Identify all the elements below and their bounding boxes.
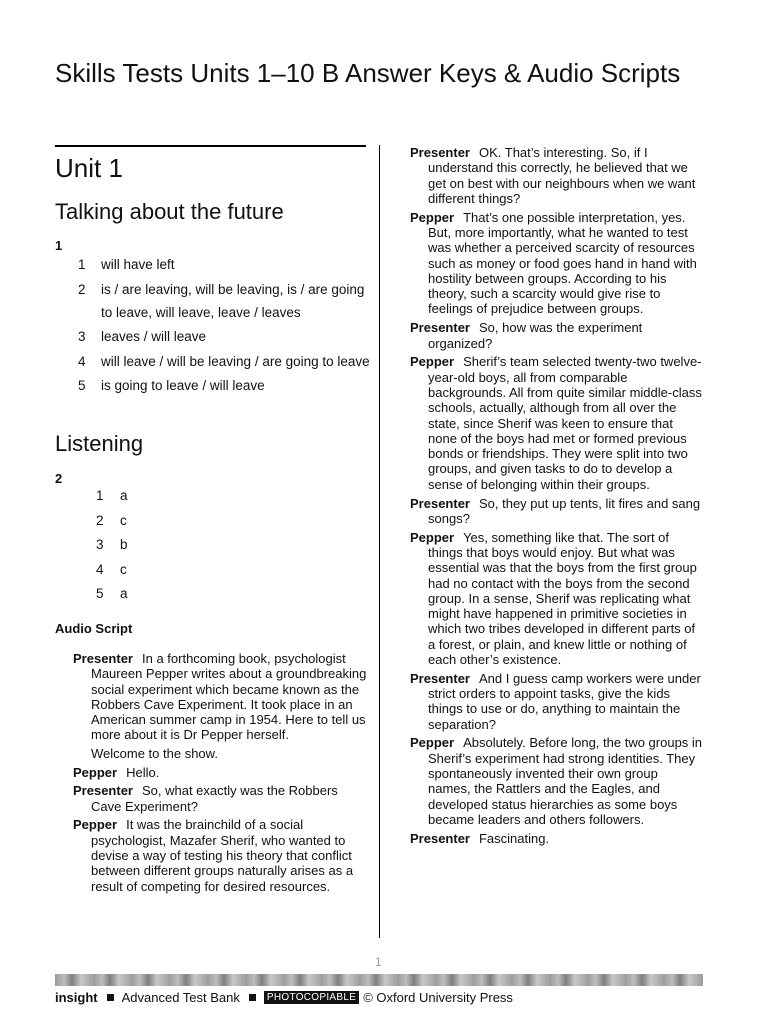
square-bullet-icon (249, 994, 256, 1001)
audio-script-right (410, 145, 704, 850)
speaker-name: Presenter (410, 670, 470, 686)
speech-text: So, what exactly was the Robbers Cave Experiment? (91, 783, 338, 814)
script-turn (410, 831, 704, 846)
speaker-name: Presenter (410, 830, 470, 846)
square-bullet-icon (107, 994, 114, 1001)
answer-number: 2 (96, 512, 104, 528)
answer-text: leaves / will leave (101, 329, 207, 344)
answer-list-listening (96, 484, 156, 607)
column-divider (379, 145, 380, 938)
answer-text: a (120, 586, 128, 601)
speaker-name: Presenter (73, 651, 133, 666)
unit-heading: Unit 1 (55, 153, 123, 183)
audio-script-heading: Audio Script (55, 621, 133, 636)
answer-text: will leave / will be leaving / are going to leave (101, 353, 370, 369)
script-turn (410, 354, 704, 492)
section-heading-listening: Listening (55, 431, 144, 456)
title-rule (55, 145, 366, 147)
footer (55, 990, 513, 1005)
answer-item (78, 253, 373, 276)
answer-item (96, 582, 156, 607)
answer-text: b (120, 537, 128, 552)
answer-number: 1 (78, 257, 86, 272)
question-number-1: 1 (55, 238, 63, 253)
speech-text: It was the brainchild of a social psychologist, Mazafer Sherif, who wanted to devise a way of testing his theory that conflict between different groups naturally arises as a result of competing for desired resources. (91, 817, 354, 894)
speaker-name: Pepper (410, 529, 455, 545)
answer-item (78, 325, 373, 348)
audio-script-left (73, 651, 368, 897)
speech-text: Hello. (126, 764, 160, 780)
script-turn (73, 651, 368, 743)
answer-text: will have left (101, 257, 175, 272)
answer-number: 5 (96, 586, 104, 601)
speech-text: Fascinating. (478, 830, 550, 846)
answer-number: 3 (78, 329, 86, 344)
speech-text: Sherif’s team selected twenty-two twelve-year-old boys, all from comparable backgrounds. All from quite similar middle-class schools, actually, although from all over the state, since Sherif was keen to ensure that none of the boys had met or formed previous bonds or friendships. They were split into two groups, and given tasks to do to develop a sense of belonging within their groups. (428, 354, 702, 492)
page-number: 1 (375, 955, 382, 969)
speech-text: OK. That’s interesting. So, if I understand this correctly, he believed that we get on best with our neighbours when we want different things? (428, 145, 696, 206)
speech-text: So, how was the experiment organized? (428, 320, 643, 351)
answer-list-future (78, 253, 373, 399)
speech-text: So, they put up tents, lit fires and sang songs? (428, 495, 701, 526)
answer-item (78, 278, 373, 324)
speech-text: Yes, something like that. The sort of things that boys would enjoy. But what was essential was that the boys from the first group had no contact with the boys from the second group. In a sense, Sherif was replicating what might have happened in primitive societies in which two tribes developed in different parts of a forest, or plain, and knew little or nothing of each other’s existence. (428, 529, 697, 667)
script-turn (410, 671, 704, 732)
answer-item (78, 374, 373, 397)
answer-number: 2 (78, 281, 86, 297)
script-turn (73, 817, 368, 893)
speech-text: Absolutely. Before long, the two groups in Sherif’s experiment had strong identities. They spontaneously invented their own group names, the Rattlers and the Eagles, and developed status hierarchies as some boys became leaders and others followers. (428, 735, 703, 827)
speaker-name: Presenter (410, 495, 470, 511)
speech-continuation: Welcome to the show. (91, 746, 218, 762)
speech-text: That’s one possible interpretation, yes. But, more importantly, what he wanted to test was whether a perceived scarcity of resources such as money or food goes hand in hand with hostility between groups. According to his theory, such a scarcity would give rise to feelings of prejudice between groups. (428, 209, 697, 317)
answer-text: is going to leave / will leave (101, 378, 265, 393)
answer-number: 5 (78, 378, 86, 393)
speaker-name: Presenter (410, 320, 470, 336)
speaker-name: Presenter (73, 783, 133, 799)
answer-text: is / are leaving, will be leaving, is / are going to leave, will leave, leave / leaves (101, 281, 365, 320)
speech-text: And I guess camp workers were under strict orders to appoint tasks, give the kids things to use or do, anything to maintain the separation? (428, 670, 701, 732)
answer-number: 1 (96, 488, 104, 503)
page-title: Skills Tests Units 1–10 B Answer Keys & Audio Scripts (55, 58, 681, 88)
footer-decorative-band (55, 974, 703, 986)
speaker-name: Pepper (410, 735, 455, 751)
answer-item (96, 558, 156, 583)
answer-item (96, 484, 156, 509)
answer-number: 4 (96, 561, 104, 577)
speech-text: In a forthcoming book, psychologist Maureen Pepper writes about a groundbreaking social experiment which became known as the Robbers Cave Experiment. It took place in an American summer camp in 1954. Here to tell us more about it is Dr Pepper herself. (91, 651, 367, 743)
answer-number: 3 (96, 537, 104, 552)
question-number-2: 2 (55, 471, 63, 486)
copyright: © Oxford University Press (363, 990, 513, 1005)
script-turn (410, 735, 704, 827)
script-turn (410, 145, 704, 206)
answer-text: a (120, 488, 128, 503)
script-turn (410, 320, 704, 351)
speaker-name: Pepper (410, 354, 455, 370)
script-turn (73, 765, 368, 780)
script-turn (410, 530, 704, 668)
answer-text: c (120, 561, 127, 577)
answer-item (78, 350, 373, 373)
answer-number: 4 (78, 353, 86, 369)
speaker-name: Pepper (410, 209, 455, 225)
photocopiable-badge: PHOTOCOPIABLE (264, 991, 359, 1004)
script-turn (73, 783, 368, 814)
product-name: Advanced Test Bank (121, 990, 240, 1005)
answer-item (96, 509, 156, 534)
speaker-name: Presenter (410, 145, 470, 160)
speaker-name: Pepper (73, 817, 118, 833)
script-turn (410, 496, 704, 527)
script-turn (410, 210, 704, 317)
section-heading-future: Talking about the future (55, 199, 284, 224)
answer-item (96, 533, 156, 558)
speaker-name: Pepper (73, 764, 118, 780)
brand-logo: insight (55, 990, 98, 1005)
answer-text: c (120, 512, 127, 528)
